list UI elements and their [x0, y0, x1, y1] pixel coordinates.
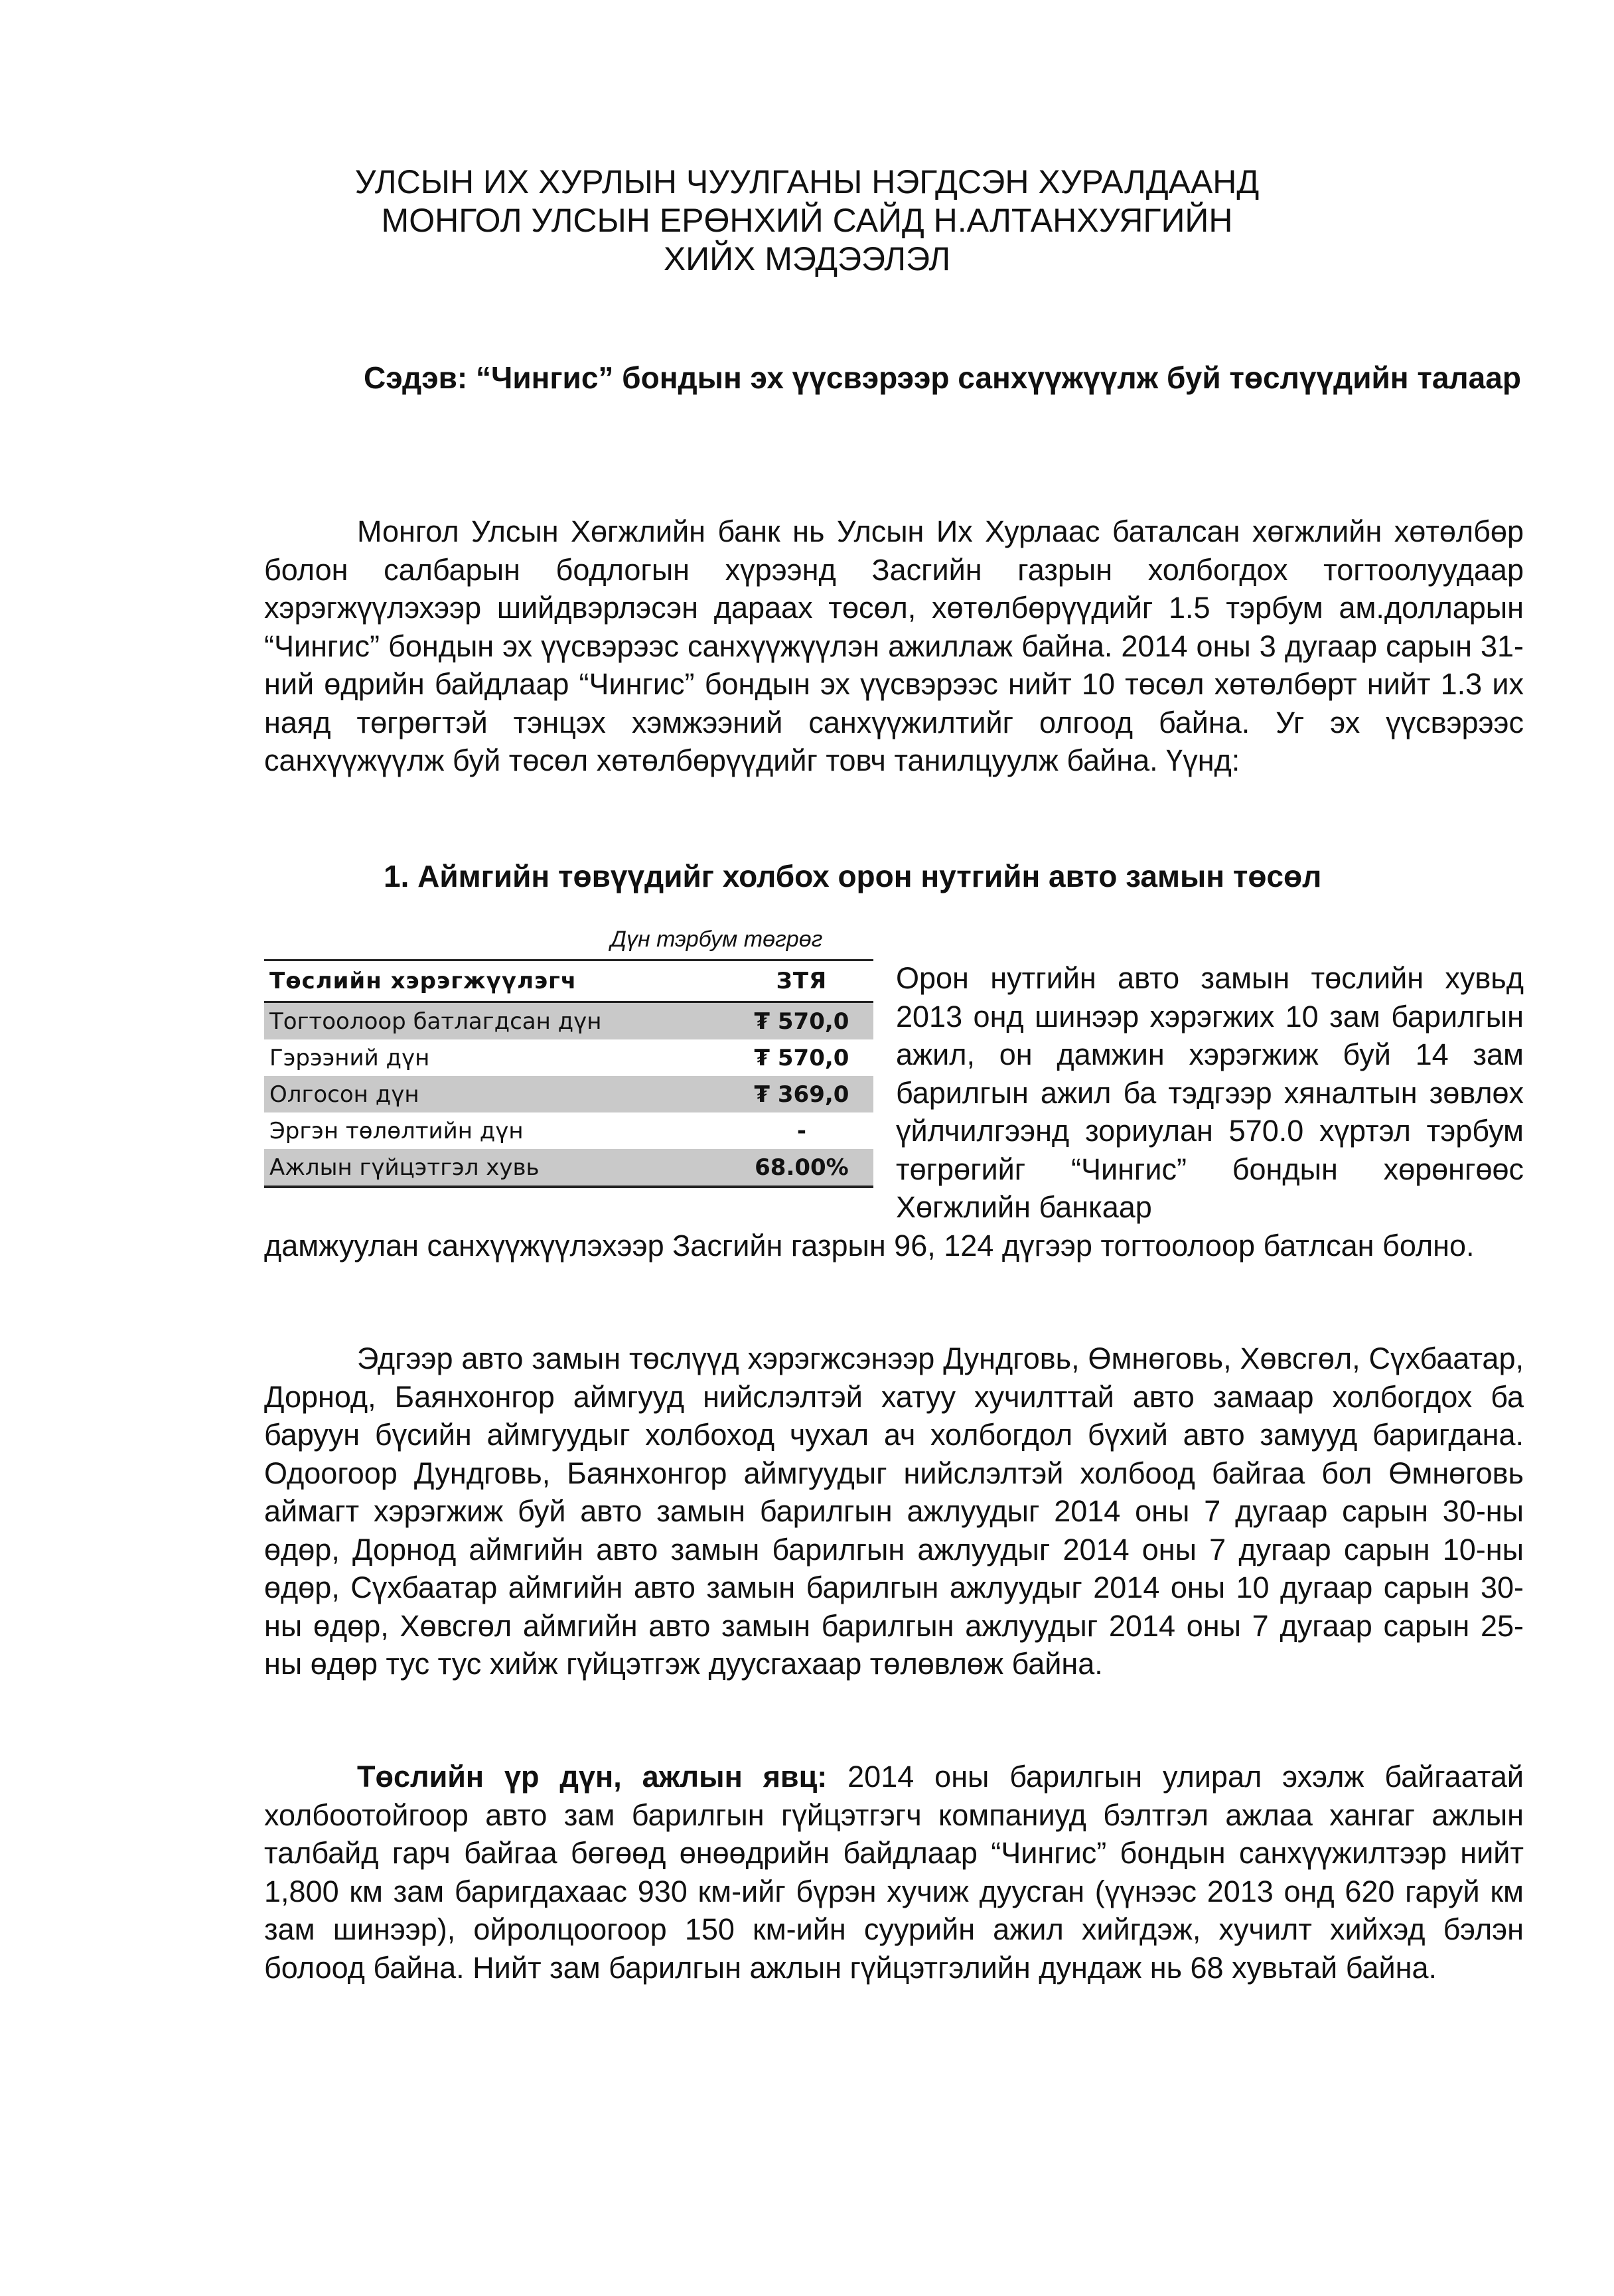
table-header-label: Төслийн хэрэгжүүлэгч	[264, 960, 730, 1002]
table-unit-label: Дүн тэрбум төгрөг	[611, 927, 823, 952]
intro-paragraph	[264, 512, 1524, 780]
table-row	[264, 1149, 873, 1187]
heading-line-3: ХИЙХ МЭДЭЭЛЭЛ	[663, 240, 951, 277]
roads-text: Эдгээр авто замын төслүүд хэрэгжсэнээр Дундговь, Өмнөговь, Хөвсгөл, Сүхбаатар, Дорнод, Баянхонгор аймгууд нийслэлтэй хатуу хучилттай авто замаар холбогдох ба баруун бүсийн аймгуудыг холбоход чухал ач холбогдол бүхий авто замууд баригдана. Одоогоор Дундговь, Баянхонгор аймгуудыг нийслэлтэй холбоод байгаа бол Өмнөговь аймагт хэрэгжиж буй авто замын барилгын ажлуудыг 2014 оны 7 дугаар сарын 30-ны өдөр, Дорнод аймгийн авто замын барилгын ажлуудыг 2014 оны 7 дугаар сарын 10-ны өдөр, Сүхбаатар аймгийн авто замын барилгын ажлуудыг 2014 оны 10 дугаар сарын 30-ны өдөр, Хөвсгөл аймгийн авто замын барилгын ажлуудыг 2014 оны 7 дугаар сарын 25-ны өдөр тус тус хийж гүйцэтгэж дуусгахаар төлөвлөж байна.	[264, 1341, 1524, 1681]
table-row-value: ₮ 369,0	[730, 1076, 873, 1112]
table-row-value: ₮ 570,0	[754, 1044, 849, 1071]
results-text: 2014 оны барилгын улирал эхэлж байгаатай холбоотойгоор авто зам барилгын гүйцэтгэгч компаниуд бэлтгэл ажлаа хангаг ажлын талбайд гарч байгаа бөгөөд өнөөдрийн байдлаар “Чингис” бондын санхүүжилтээр нийт 1,800 км зам баригдахаас 930 км-ийг бүрэн хучиж дуусган (үүнээс 2013 онд 620 гаруй км зам шинээр), ойролцоогоор 150 км-ийн суурийн ажил хийгдэж, хучилт хийхэд бэлэн болоод байна. Нийт зам барилгын ажлын гүйцэтгэлийн дундаж нь 68 хувьтай байна.	[264, 1760, 1524, 1985]
table-row-label: Гэрээний дүн	[269, 1044, 430, 1071]
results-label: Төслийн үр дүн, ажлын явц:	[357, 1760, 828, 1794]
table-row-label: Тогтоолоор батлагдсан дүн	[264, 1002, 730, 1040]
table-row	[264, 1002, 873, 1040]
table-row	[264, 1112, 873, 1149]
table-row-label: Эргэн төлөлтийн дүн	[269, 1117, 524, 1144]
heading-line-2: МОНГОЛ УЛСЫН ЕРӨНХИЙ САЙД Н.АЛТАНХУЯГИЙН	[381, 202, 1233, 239]
subject-title	[264, 357, 1524, 398]
roads-budget-continuation: дамжуулан санхүүжүүлэхээр Засгийн газрын 96, 124 дүгээр тогтоолоор батлсан болно.	[264, 1229, 1475, 1263]
roads-paragraph	[264, 1339, 1524, 1683]
subject-text: Сэдэв: “Чингис” бондын эх үүсвэрээр санхүүжүүлж буй төслүүдийн талаар	[364, 360, 1521, 395]
table-row-label: Олгосон дүн	[264, 1076, 730, 1112]
section-1-title-text: 1. Аймгийн төвүүдийг холбох орон нутгийн авто замын төсөл	[384, 859, 1322, 893]
table-row	[264, 1076, 873, 1112]
table-row-label: Ажлын гүйцэтгэл хувь	[264, 1149, 730, 1187]
table-row-value: -	[796, 1117, 806, 1144]
heading-line-1: УЛСЫН ИХ ХУРЛЫН ЧУУЛГАНЫ НЭГДСЭН ХУРАЛДААНД	[354, 163, 1260, 200]
table-header-row	[264, 960, 873, 1002]
results-paragraph	[264, 1758, 1524, 1987]
document-heading	[0, 163, 1614, 278]
intro-text: Монгол Улсын Хөгжлийн банк нь Улсын Их Хурлаас баталсан хөгжлийн хөтөлбөр болон салбарын бодлогын хүрээнд Засгийн газрын холбогдох тогтоолуудаар хэрэгжүүлэхээр шийдвэрлэсэн дараах төсөл, хөтөлбөрүүдийг 1.5 тэрбум ам.долларын “Чингис” бондын эх үүсвэрээс санхүүжүүлэн ажиллаж байна. 2014 оны 3 дугаар сарын 31-ний өдрийн байдлаар “Чингис” бондын эх үүсвэрээс нийт 10 төсөл хөтөлбөрт нийт 1.3 их наяд төгрөгтэй тэнцэх хэмжээний санхүүжилтийг олгоод байна. Уг эх үүсвэрээс санхүүжүүлж буй төсөл хөтөлбөрүүдийг товч танилцуулж байна. Үүнд:	[264, 514, 1524, 777]
table-row	[264, 1039, 873, 1076]
table-header-value: ЗТЯ	[730, 960, 873, 1002]
project-finance-table	[264, 959, 873, 1188]
table-row-value: ₮ 570,0	[730, 1002, 873, 1040]
table-row-value: 68.00%	[730, 1149, 873, 1187]
roads-budget-paragraph: Орон нутгийн авто замын төслийн хувьд 2013 онд шинээр хэрэгжих 10 зам барилгын ажил, он дамжин хэрэгжиж буй 14 зам барилгын ажил ба тэдгээр хяналтын зөвлөх үйлчилгээнд зориулан 570.0 хүртэл тэрбум төгрөгийг “Чингис” бондын хөрөнгөөс Хөгжлийн банкаар	[896, 961, 1524, 1224]
